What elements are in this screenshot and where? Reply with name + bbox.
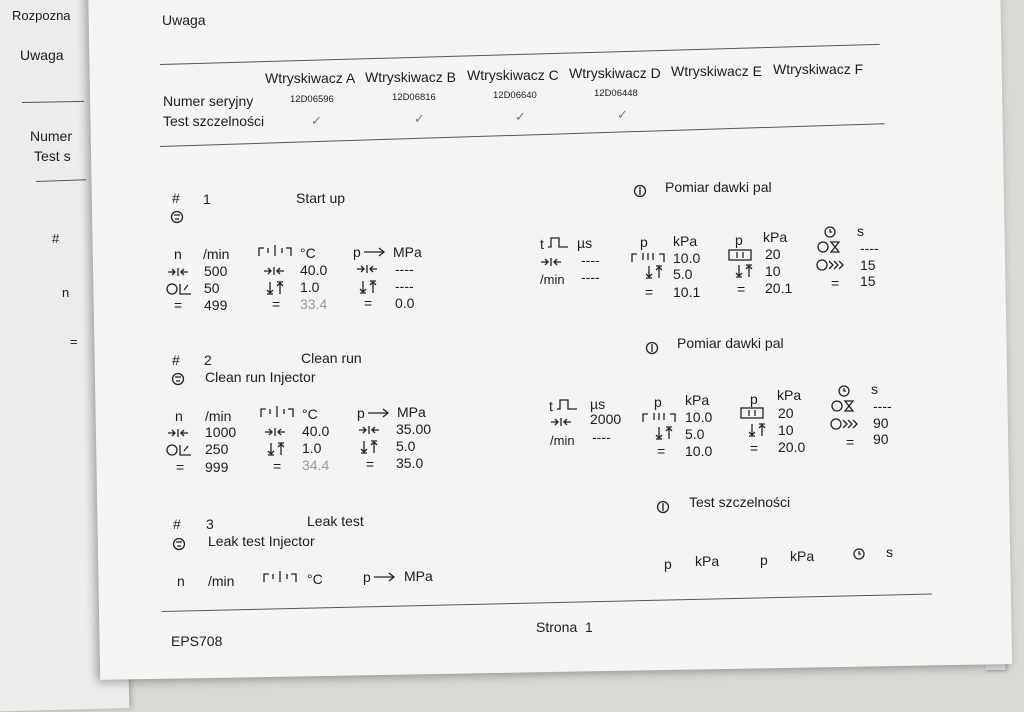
rpm-actual: 999	[205, 459, 229, 475]
clock-icon	[838, 385, 850, 397]
rpm-setpoint: 500	[204, 263, 228, 279]
pressure-p-label: p	[654, 394, 662, 410]
pressure-arrow-icon	[373, 572, 395, 582]
rpm-setpoint: 1000	[205, 424, 237, 440]
equals-sign: =	[174, 297, 183, 313]
delay-value: ----	[873, 398, 892, 414]
pressure-setpoint: 20	[765, 246, 781, 262]
delay-icon	[831, 400, 855, 412]
injector-icon	[171, 372, 185, 386]
measure-icon	[656, 500, 670, 514]
measure-title: Test szczelności	[689, 494, 791, 510]
back-n: n	[62, 285, 70, 300]
pressure-p-label: p	[735, 232, 743, 248]
pressure-unit: MPa	[397, 404, 426, 420]
step-title: Leak test	[307, 513, 364, 529]
pressure-in-icon	[631, 250, 665, 264]
pressure-tolerance: 5.0	[673, 266, 693, 282]
temp-actual: 34.4	[302, 457, 330, 473]
pressure-actual: 10.1	[673, 284, 701, 300]
step-title: Clean run	[301, 350, 362, 366]
equals-sign: =	[366, 456, 375, 472]
rpm-unit: /min	[205, 408, 232, 424]
rpm-unit: /min	[550, 433, 575, 448]
serial-b: 12D06816	[392, 92, 436, 103]
pressure-setpoint: ----	[395, 261, 414, 277]
pressure-unit: kPa	[685, 392, 710, 408]
temperature-icon	[263, 570, 297, 584]
tolerance-icon	[748, 423, 766, 437]
header-bottom-rule	[160, 123, 885, 147]
equals-sign: =	[645, 284, 654, 300]
delay-value: ----	[860, 240, 879, 256]
equals-sign: =	[272, 296, 281, 312]
setpoint-icon	[356, 264, 378, 274]
back-title: Rozpozna	[12, 8, 71, 23]
equals-sign: =	[750, 440, 759, 456]
pressure-p-label: p	[640, 234, 648, 250]
pulse-icon	[556, 398, 578, 410]
check-icon: ✓	[515, 109, 526, 124]
pressure-unit: kPa	[673, 233, 698, 249]
step-subtitle: Leak test Injector	[208, 533, 315, 549]
pressure-unit: kPa	[790, 548, 815, 564]
setpoint-icon	[264, 427, 286, 437]
time-setpoint: ----	[581, 252, 600, 268]
rpm-tolerance: 50	[204, 280, 220, 296]
temperature-icon	[260, 405, 294, 419]
temp-unit: °C	[300, 245, 316, 261]
uwaga-label: Uwaga	[162, 12, 206, 28]
leak-label: Test szczelności	[163, 113, 265, 129]
equals-sign: =	[176, 459, 185, 475]
pressure-out-icon	[728, 248, 752, 262]
measure-time-icon	[816, 259, 846, 271]
equals-sign: =	[657, 443, 666, 459]
back-eq: =	[70, 334, 78, 349]
rpm-n-label: n	[177, 573, 185, 589]
pressure-p-label: p	[750, 391, 758, 407]
injector-col-c: Wtryskiwacz C	[467, 67, 559, 83]
injector-col-a: Wtryskiwacz A	[265, 70, 356, 86]
delay-icon	[817, 241, 841, 253]
tolerance-icon	[359, 280, 377, 294]
pressure-p-label: p	[664, 556, 672, 572]
measure-time-actual: 90	[873, 431, 889, 447]
injector-col-b: Wtryskiwacz B	[365, 69, 456, 85]
measure-time-value: 15	[860, 257, 876, 273]
measure-icon	[645, 341, 659, 355]
pressure-unit: MPa	[393, 244, 422, 260]
footer-model: EPS708	[171, 633, 223, 649]
rpm-unit: /min	[203, 246, 230, 262]
serial-d: 12D06448	[594, 88, 638, 99]
tolerance-icon	[360, 440, 378, 454]
tolerance-icon	[655, 426, 673, 440]
setpoint-icon	[550, 417, 572, 427]
footer-rule	[162, 594, 932, 612]
measure-title: Pomiar dawki pal	[677, 335, 784, 351]
check-icon: ✓	[617, 107, 628, 122]
pressure-p-label: p	[353, 244, 361, 260]
pressure-unit: kPa	[695, 553, 720, 569]
check-icon: ✓	[311, 113, 322, 128]
page-number: Strona 1	[536, 619, 593, 635]
pressure-unit: MPa	[404, 568, 433, 584]
tolerance-icon	[735, 264, 753, 278]
clock-icon	[824, 226, 836, 238]
pressure-p-label: p	[363, 569, 371, 585]
equals-sign: =	[364, 295, 373, 311]
measure-icon	[633, 184, 647, 198]
temp-unit: °C	[307, 571, 323, 587]
tolerance-icon	[645, 265, 663, 279]
clock-icon	[853, 548, 865, 560]
pressure-setpoint: 10.0	[685, 409, 713, 425]
tolerance-icon	[267, 442, 285, 456]
setpoint-icon	[263, 266, 285, 276]
pressure-tolerance: 5.0	[396, 438, 416, 454]
serial-label: Numer seryjny	[163, 93, 254, 109]
back-test: Test s	[34, 148, 71, 164]
temp-unit: °C	[302, 406, 318, 422]
pressure-unit: kPa	[763, 229, 788, 245]
temp-actual: 33.4	[300, 296, 328, 312]
rpm-tolerance: 250	[205, 441, 229, 457]
tolerance-icon	[266, 281, 284, 295]
temp-tolerance: 1.0	[300, 279, 320, 295]
step-number: 3	[206, 516, 214, 532]
pressure-setpoint: 10.0	[673, 250, 701, 266]
pressure-actual: 35.0	[396, 455, 424, 471]
pressure-in-icon	[642, 410, 676, 424]
pressure-tolerance: 10	[778, 422, 794, 438]
pressure-tolerance: ----	[395, 278, 414, 294]
measure-time-value: 90	[873, 415, 889, 431]
rpm-n-label: n	[174, 246, 182, 262]
setpoint-icon	[540, 257, 562, 267]
seconds-unit: s	[886, 544, 893, 560]
serial-a: 12D06596	[290, 94, 334, 105]
pressure-setpoint: 20	[778, 405, 794, 421]
pressure-unit: kPa	[777, 387, 802, 403]
back-hash: #	[52, 231, 60, 246]
time-unit: µs	[577, 235, 593, 251]
seconds-unit: s	[857, 223, 864, 239]
step-number: 1	[203, 191, 211, 207]
measure-time-actual: 15	[860, 273, 876, 289]
serial-c: 12D06640	[493, 90, 537, 101]
setpoint-icon	[358, 425, 380, 435]
step-title: Start up	[296, 190, 346, 206]
pressure-actual: 20.1	[765, 280, 793, 296]
tolerance-icon	[166, 282, 192, 296]
pressure-p-label: p	[760, 552, 768, 568]
header-rule	[160, 44, 880, 65]
step-hash: #	[172, 190, 180, 206]
time-label: t	[549, 398, 553, 414]
check-icon: ✓	[414, 111, 425, 126]
tolerance-icon	[166, 443, 192, 457]
measure-time-icon	[830, 418, 860, 430]
step-hash: #	[173, 516, 181, 532]
injector-icon	[172, 537, 186, 551]
injector-icon	[170, 210, 184, 224]
pressure-actual: 0.0	[395, 295, 415, 311]
equals-sign: =	[831, 275, 840, 291]
injector-col-f: Wtryskiwacz F	[773, 61, 864, 77]
step-subtitle: Clean run Injector	[205, 369, 316, 385]
pressure-arrow-icon	[363, 247, 385, 257]
time-setpoint: 2000	[590, 411, 622, 427]
injector-col-d: Wtryskiwacz D	[569, 65, 661, 81]
rpm-n-label: n	[175, 408, 183, 424]
equals-sign: =	[273, 458, 282, 474]
pressure-actual: 10.0	[685, 443, 713, 459]
injector-col-e: Wtryskiwacz E	[671, 63, 762, 79]
step-hash: #	[172, 352, 180, 368]
time-unit: µs	[590, 396, 606, 412]
rpm-unit: /min	[208, 573, 235, 589]
rpm-unit: /min	[540, 272, 565, 287]
time-label: t	[540, 236, 544, 252]
rpm-actual: 499	[204, 297, 228, 313]
setpoint-icon	[167, 428, 189, 438]
temperature-icon	[258, 244, 292, 258]
pulse-icon	[547, 236, 569, 248]
pressure-p-label: p	[357, 405, 365, 421]
rpm-value: ----	[581, 269, 600, 285]
pressure-tolerance: 10	[765, 263, 781, 279]
measure-title: Pomiar dawki pal	[665, 179, 772, 195]
pressure-actual: 20.0	[778, 439, 806, 455]
pressure-setpoint: 35.00	[396, 421, 432, 437]
pressure-out-icon	[740, 406, 764, 420]
equals-sign: =	[737, 281, 746, 297]
pressure-tolerance: 5.0	[685, 426, 705, 442]
temp-setpoint: 40.0	[300, 262, 328, 278]
rpm-value: ----	[592, 429, 611, 445]
step-number: 2	[204, 352, 212, 368]
equals-sign: =	[846, 434, 855, 450]
pressure-arrow-icon	[367, 408, 389, 418]
seconds-unit: s	[871, 381, 878, 397]
setpoint-icon	[167, 267, 189, 277]
temp-setpoint: 40.0	[302, 423, 330, 439]
temp-tolerance: 1.0	[302, 440, 322, 456]
back-numer: Numer	[30, 128, 73, 144]
back-uwaga: Uwaga	[20, 47, 64, 63]
